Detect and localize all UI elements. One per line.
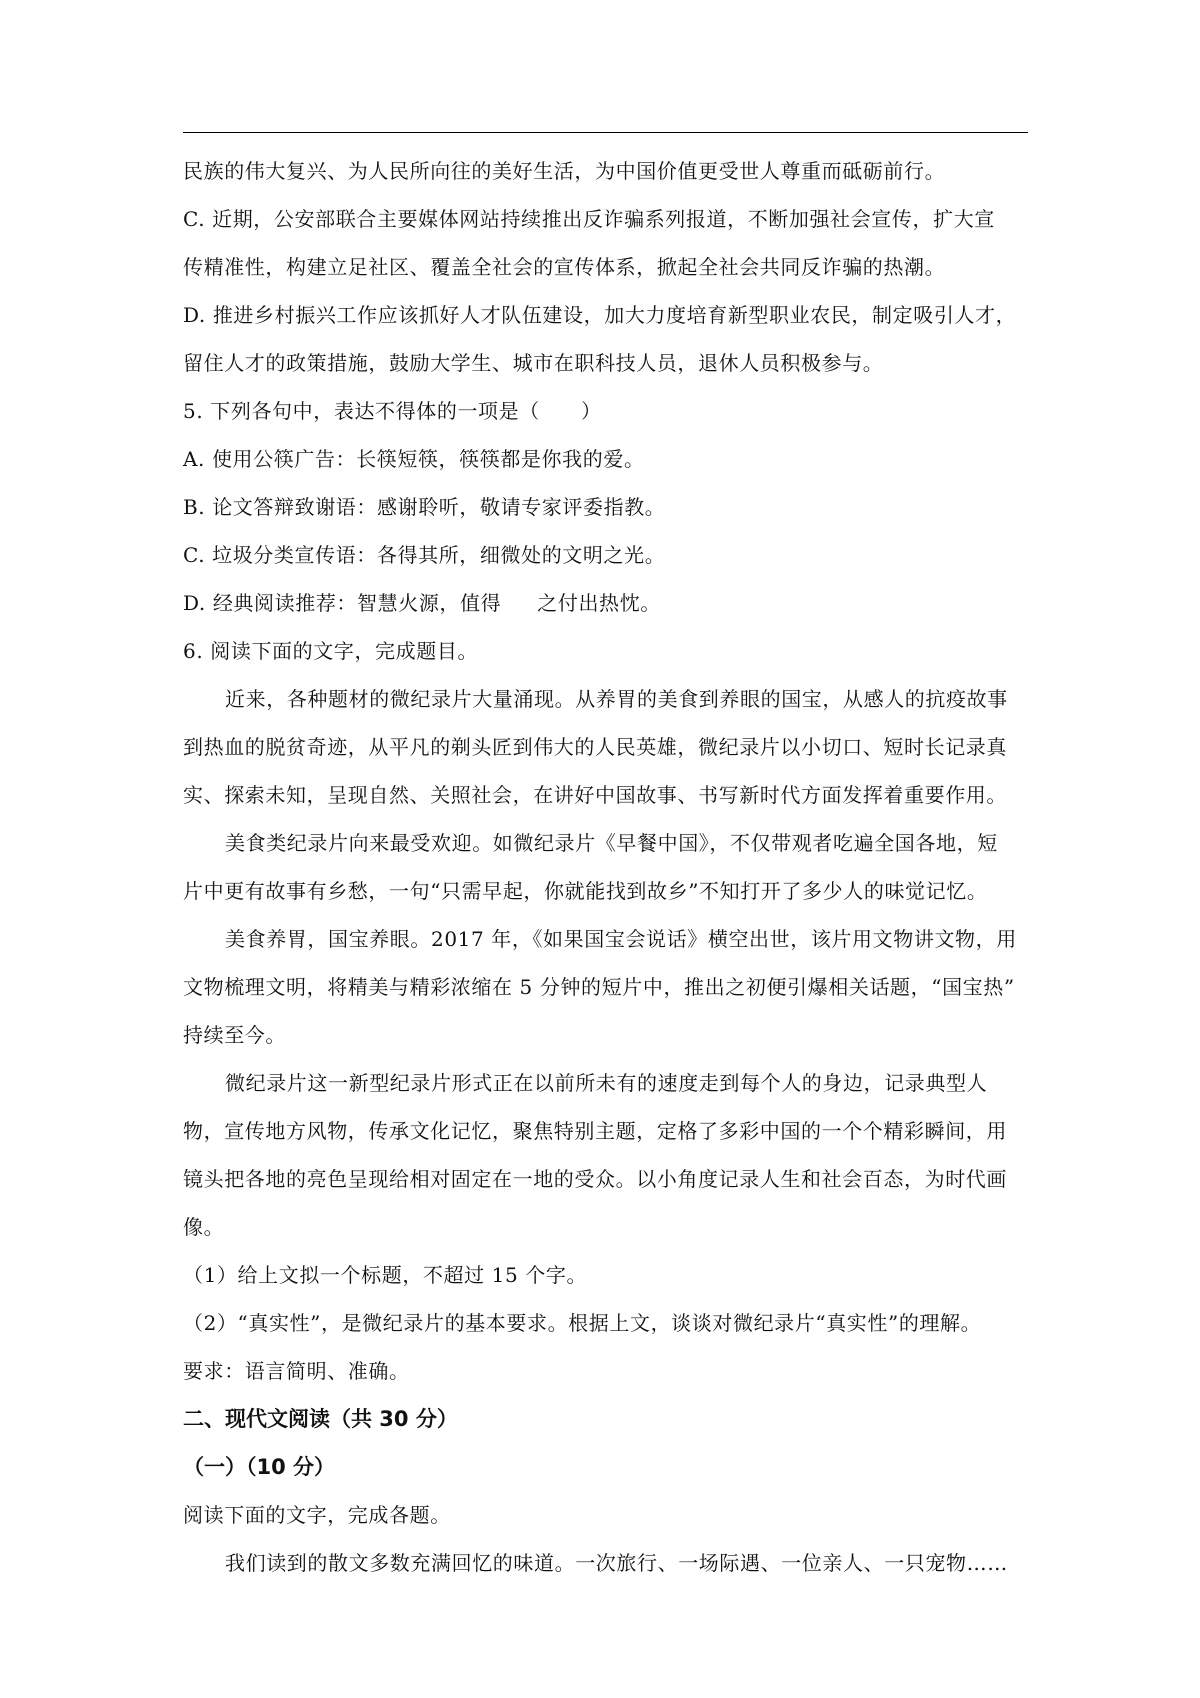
sub-question-2-line-1: （2）“真实性”，是微纪录片的基本要求。根据上文，谈谈对微纪录片“真实性”的理解。: [183, 1311, 982, 1335]
passage-paragraph-1-line-1: 近来，各种题材的微纪录片大量涌现。从养胃的美食到养眼的国宝，从感人的抗疫故事: [225, 687, 1008, 711]
passage-2-line-1: 我们读到的散文多数充满回忆的味道。一次旅行、一场际遇、一位亲人、一只宠物……: [225, 1551, 1008, 1575]
option-d-line-1: D. 推进乡村振兴工作应该抓好人才队伍建设，加大力度培育新型职业农民，制定吸引人才，: [183, 303, 1017, 327]
passage-paragraph-1-line-3: 实、探索未知，呈现自然、关照社会，在讲好中国故事、书写新时代方面发挥着重要作用。: [183, 783, 1007, 807]
header-rule: [183, 132, 1028, 133]
passage-paragraph-3-line-3: 持续至今。: [183, 1023, 286, 1047]
subsection-heading: （一）（10 分）: [183, 1455, 336, 1479]
option-d-line-2: 留住人才的政策措施，鼓励大学生、城市在职科技人员，退休人员积极参与。: [183, 351, 884, 375]
reading-instruction: 阅读下面的文字，完成各题。: [183, 1503, 451, 1527]
sub-question-1: （1）给上文拟一个标题，不超过 15 个字。: [183, 1263, 588, 1287]
option-d-suffix: 之付出热忱。: [537, 591, 661, 615]
passage-paragraph-2-line-1: 美食类纪录片向来最受欢迎。如微纪录片《早餐中国》，不仅带观者吃遍全国各地，短: [225, 831, 998, 855]
question-5-option-a: A. 使用公筷广告：长筷短筷，筷筷都是你我的爱。: [183, 447, 645, 471]
question-5: 5. 下列各句中，表达不得体的一项是（ ）: [183, 399, 602, 423]
question-5-option-c: C. 垃圾分类宣传语：各得其所，细微处的文明之光。: [183, 543, 666, 567]
passage-paragraph-4-line-2: 物，宣传地方风物，传承文化记忆，聚焦特别主题，定格了多彩中国的一个个精彩瞬间，用: [183, 1119, 1007, 1143]
passage-paragraph-2-line-2: 片中更有故事有乡愁，一句“只需早起，你就能找到故乡”不知打开了多少人的味觉记忆。: [183, 879, 988, 903]
question-5-option-d: [183, 579, 1028, 627]
passage-paragraph-4-line-4: 像。: [183, 1215, 225, 1239]
option-c-line-1: C. 近期，公安部联合主要媒体网站持续推出反诈骗系列报道，不断加强社会宣传，扩大宣: [183, 207, 995, 231]
passage-paragraph-4-line-1: 微纪录片这一新型纪录片形式正在以前所未有的速度走到每个人的身边，记录典型人: [225, 1071, 988, 1095]
passage-paragraph-3-line-2: 文物梳理文明，将精美与精彩浓缩在 5 分钟的短片中，推出之初便引爆相关话题，“国宝热”: [183, 975, 1015, 999]
section-heading: 二、现代文阅读（共 30 分）: [183, 1407, 458, 1431]
question-6: 6. 阅读下面的文字，完成题目。: [183, 639, 479, 663]
passage-paragraph-1-line-2: 到热血的脱贫奇迹，从平凡的剃头匠到伟大的人民英雄，微纪录片以小切口、短时长记录真: [183, 735, 1007, 759]
sub-question-2-line-2: 要求：语言简明、准确。: [183, 1359, 410, 1383]
passage-paragraph-4-line-3: 镜头把各地的亮色呈现给相对固定在一地的受众。以小角度记录人生和社会百态，为时代画: [183, 1167, 1007, 1191]
question-5-option-b: B. 论文答辩致谢语：感谢聆听，敬请专家评委指教。: [183, 495, 666, 519]
document-body: [183, 147, 1028, 1587]
passage-paragraph-3-line-1: 美食养胃，国宝养眼。2017 年，《如果国宝会说话》横空出世，该片用文物讲文物，用: [225, 927, 1017, 951]
option-c-line-2: 传精准性，构建立足社区、覆盖全社会的宣传体系，掀起全社会共同反诈骗的热潮。: [183, 255, 946, 279]
text-line: 民族的伟大复兴、为人民所向往的美好生活，为中国价值更受世人尊重而砥砺前行。: [183, 159, 946, 183]
option-d-prefix: D. 经典阅读推荐：智慧火源，值得: [183, 591, 502, 615]
